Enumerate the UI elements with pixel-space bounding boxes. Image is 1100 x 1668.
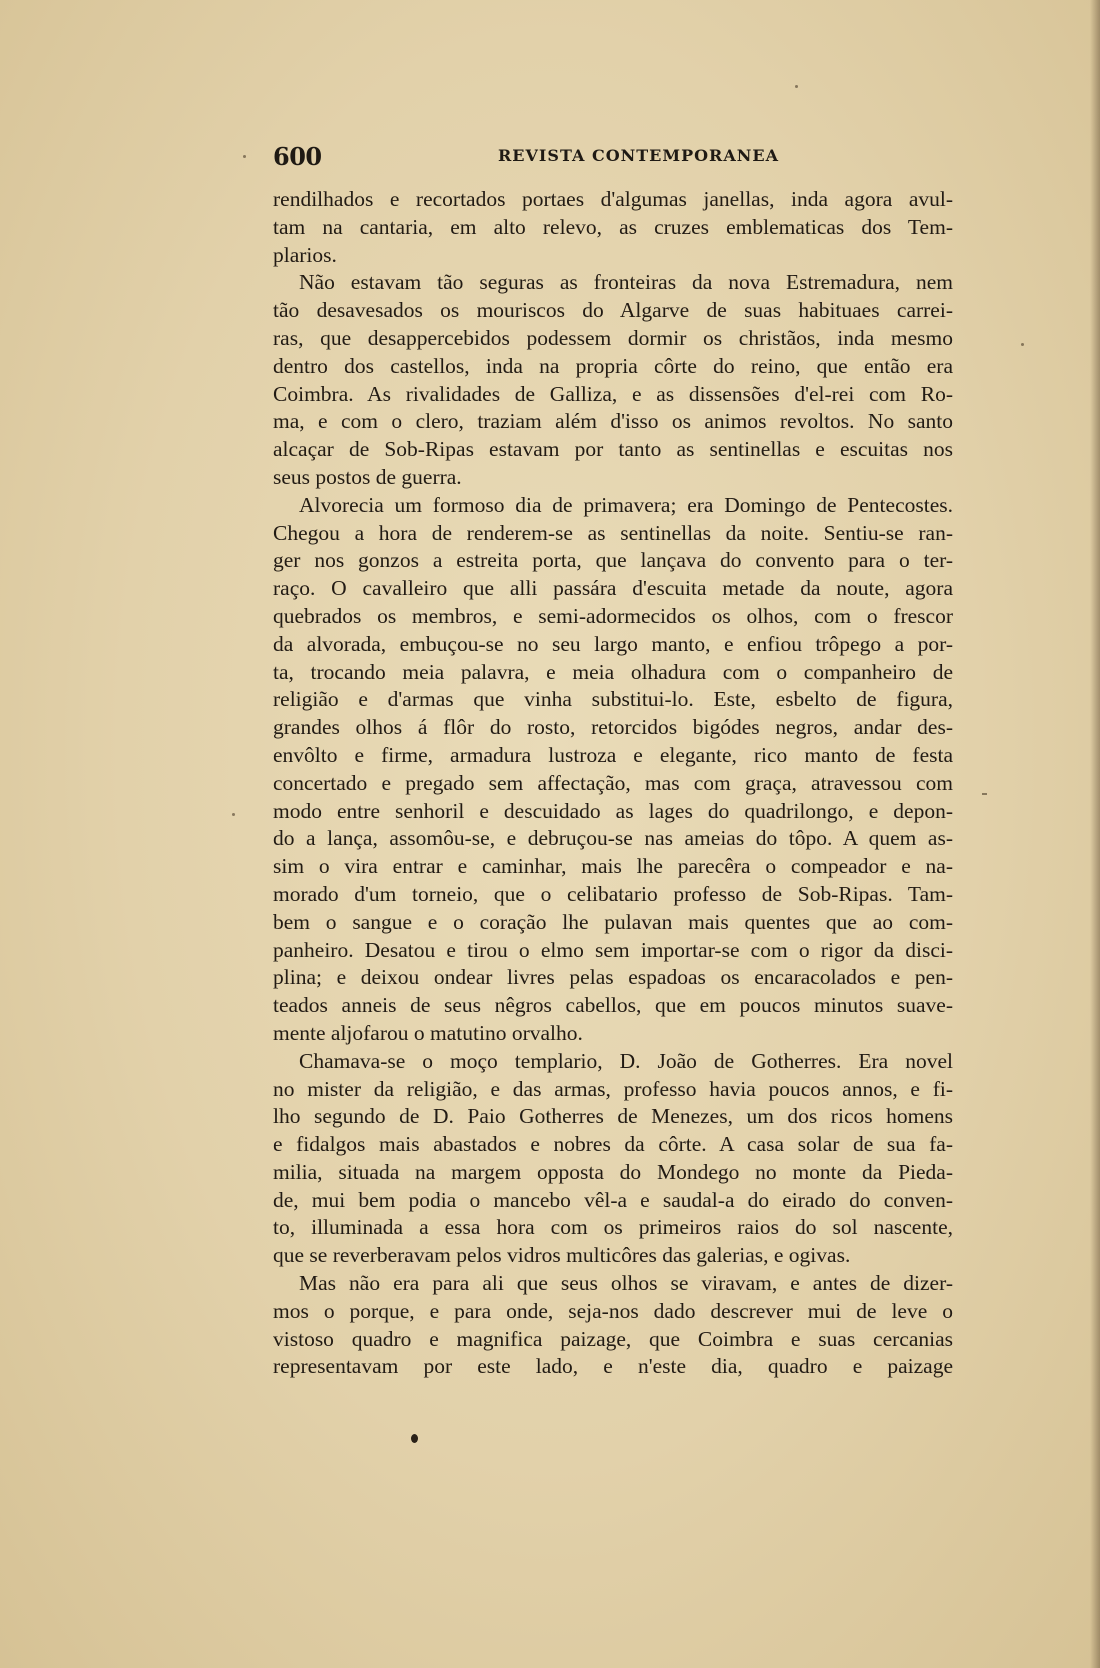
paper-speck	[243, 155, 246, 158]
text-line: Alvorecia um formoso dia de primavera; era Domingo de Pentecostes.	[299, 492, 953, 517]
text-line: plarios.	[273, 242, 337, 267]
text-line: religião e d'armas que vinha substitui-lo. Este, esbelto de figura,	[273, 687, 953, 712]
text-line: to, illuminada a essa hora com os primeiros raios do sol nascente,	[273, 1215, 953, 1240]
text-line: Chamava-se o moço templario, D. João de Gotherres. Era novel	[299, 1048, 953, 1073]
text-line: ras, que desappercebidos podessem dormir os christãos, inda mesmo	[273, 325, 953, 350]
text-line: concertado e pregado sem affectação, mas com graça, atravessou com	[273, 770, 953, 795]
text-line: ta, trocando meia palavra, e meia olhadura com o companheiro de	[273, 659, 953, 684]
text-line: ma, e com o clero, traziam além d'isso os animos revoltos. No santo	[273, 409, 953, 434]
text-line: sim o vira entrar e caminhar, mais lhe parecêra o compeador e na-	[273, 854, 953, 879]
text-line: que se reverberavam pelos vidros multicôres das galerias, e ogivas.	[273, 1243, 851, 1268]
paragraph	[273, 186, 953, 269]
paper-speck	[982, 793, 987, 795]
text-line: envôlto e firme, armadura lustroza e elegante, rico manto de festa	[273, 742, 953, 767]
paragraph	[273, 1270, 953, 1381]
text-line: do a lança, assomôu-se, e debruçou-se nas ameias do tôpo. A quem as-	[273, 826, 953, 851]
text-line: lho segundo de D. Paio Gotherres de Menezes, um dos ricos homens	[273, 1104, 953, 1129]
text-line: dentro dos castellos, inda na propria côrte do reino, que então era	[273, 353, 953, 378]
text-line: seus postos de guerra.	[273, 464, 462, 489]
text-line: vistoso quadro e magnifica paizage, que Coimbra e suas cercanias	[273, 1326, 953, 1351]
text-line: modo entre senhoril e descuidado as lages do quadrilongo, e depon-	[273, 798, 953, 823]
paragraph	[273, 269, 953, 491]
page-number: 600	[273, 142, 322, 171]
text-line: representavam por este lado, e n'este dia, quadro e paizage	[273, 1354, 953, 1379]
paragraph	[273, 1048, 953, 1270]
paper-speck	[1021, 343, 1024, 346]
text-line: mente aljofarou o matutino orvalho.	[273, 1020, 583, 1045]
text-line: rendilhados e recortados portaes d'algumas janellas, inda agora avul-	[273, 187, 953, 211]
text-line: de, mui bem podia o mancebo vêl-a e saudal-a do eirado do conven-	[273, 1187, 953, 1212]
text-line: alcaçar de Sob-Ripas estavam por tanto as sentinellas e escuitas nos	[273, 437, 953, 462]
text-line: mos o porque, e para onde, seja-nos dado descrever mui de leve o	[273, 1298, 953, 1323]
text-line: raço. O cavalleiro que alli passára d'escuita metade da noute, agora	[273, 576, 953, 601]
text-line: teados anneis de seus nêgros cabellos, que em poucos minutos suave-	[273, 993, 953, 1018]
text-line: plina; e deixou ondear livres pelas espadoas os encaracolados e pen-	[273, 965, 953, 990]
body-text	[273, 186, 953, 1381]
text-line: Mas não era para ali que seus olhos se viravam, e antes de dizer-	[299, 1271, 953, 1296]
paper-speck	[795, 85, 798, 88]
text-line: ger nos gonzos a estreita porta, que lançava do convento para o ter-	[273, 548, 953, 573]
text-line: no mister da religião, e das armas, professo havia poucos annos, e fi-	[273, 1076, 953, 1101]
ornament-mark	[411, 1434, 418, 1443]
text-line: Não estavam tão seguras as fronteiras da nova Estremadura, nem	[299, 270, 953, 295]
text-line: Chegou a hora de renderem-se as sentinellas da noite. Sentiu-se ran-	[273, 520, 953, 545]
text-line: panheiro. Desatou e tirou o elmo sem importar-se com o rigor da disci-	[273, 937, 953, 962]
text-line: grandes olhos á flôr do rosto, retorcidos bigódes negros, andar des-	[273, 715, 953, 740]
text-line: bem o sangue e o coração lhe pulavan mais quentes que ao com-	[273, 909, 953, 934]
paragraph	[273, 492, 953, 1048]
text-line: e fidalgos mais abastados e nobres da côrte. A casa solar de sua fa-	[273, 1132, 953, 1157]
text-line: Coimbra. As rivalidades de Galliza, e as dissensões d'el-rei com Ro-	[273, 381, 953, 406]
page-edge-shadow	[1090, 0, 1100, 1668]
running-title: REVISTA CONTEMPORANEA	[498, 146, 779, 165]
text-line: da alvorada, embuçou-se no seu largo manto, e enfiou trôpego a por-	[273, 631, 953, 656]
page-header	[273, 142, 953, 176]
text-line: tam na cantaria, em alto relevo, as cruzes emblematicas dos Tem-	[273, 214, 953, 239]
text-line: milia, situada na margem opposta do Mondego no monte da Pieda-	[273, 1159, 953, 1184]
text-line: quebrados os membros, e semi-adormecidos os olhos, com o frescor	[273, 603, 953, 628]
text-line: tão desavesados os mouriscos do Algarve de suas habituaes carrei-	[273, 298, 953, 323]
paper-speck	[232, 813, 235, 816]
text-line: morado d'um torneio, que o celibatario professo de Sob-Ripas. Tam-	[273, 881, 953, 906]
